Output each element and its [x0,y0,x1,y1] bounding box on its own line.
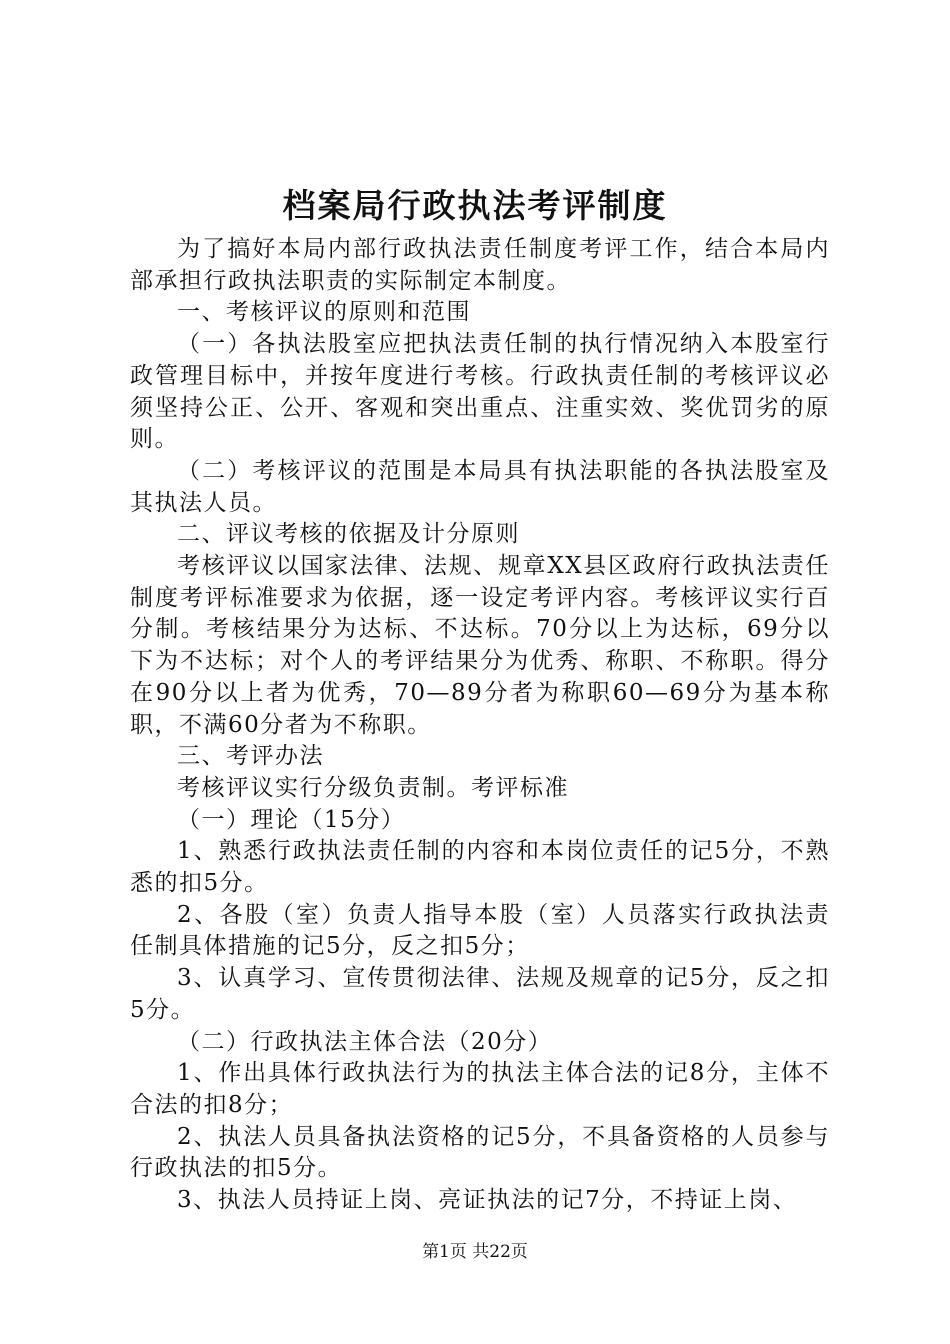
list-item: 3、认真学习、宣传贯彻法律、法规及规章的记5分，反之扣5分。 [130,965,830,1023]
list-item: 3、执法人员持证上岗、亮证执法的记7分，不持证上岗、 [177,1187,798,1214]
page-footer: 第1页 共22页 [422,1242,528,1262]
section-heading-3: 三、考评办法 [177,743,324,770]
paragraph: （二）考核评议的范围是本局具有执法职能的各执法股室及其执法人员。 [130,457,830,516]
document-title: 档案局行政执法考评制度 [282,186,668,225]
subsection-heading-1: （一）理论（15分） [177,806,406,833]
paragraph: 考核评议以国家法律、法规、规章XX县区政府行政执法责任制度考评标准要求为依据，逐一设定考评内容。考核评议实行百分制。考核结果分为达标、不达标。70分以上为达标，69分以下为不达标；对个人的考评结果分为优秀、称职、不称职。得分在90分以上者为优秀，70—89分者为称职60—69分为基本称职，不满60分者为不称职。 [130,553,830,738]
paragraph: （一）各执法股室应把执法责任制的执行情况纳入本股室行政管理目标中，并按年度进行考核。行政执责任制的考核评议必须坚持公正、公开、客观和突出重点、注重实效、奖优罚劣的原则。 [130,331,830,453]
list-item: 2、执法人员具备执法资格的记5分，不具备资格的人员参与行政执法的扣5分。 [130,1123,830,1182]
list-item: 1、作出具体行政执法行为的执法主体合法的记8分，主体不合法的扣8分； [130,1060,830,1118]
document-body [130,234,830,1217]
intro-paragraph: 为了搞好本局内部行政执法责任制度考评工作，结合本局内部承担行政执法职责的实际制定本制度。 [130,236,830,294]
section-heading-1: 一、考核评议的原则和范围 [177,299,471,326]
section-heading-2: 二、评议考核的依据及计分原则 [177,521,520,548]
list-item: 1、熟悉行政执法责任制的内容和本岗位责任的记5分，不熟悉的扣5分。 [130,838,830,897]
list-item: 2、各股（室）负责人指导本股（室）人员落实行政执法责任制具体措施的记5分，反之扣5分； [130,901,830,960]
subsection-heading-2: （二）行政执法主体合法（20分） [177,1028,553,1055]
paragraph: 考核评议实行分级负责制。考评标准 [177,774,569,801]
